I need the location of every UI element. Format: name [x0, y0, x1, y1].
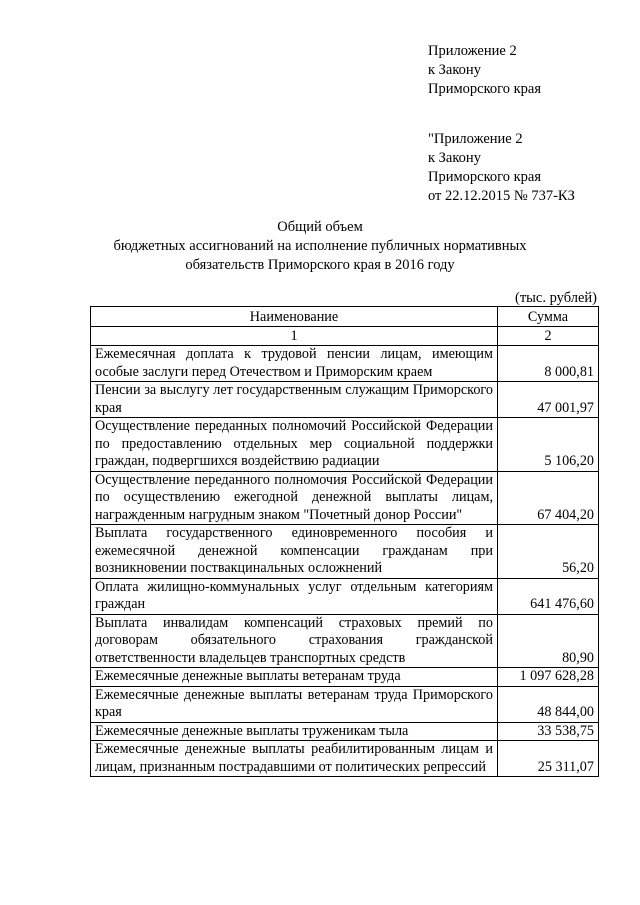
- row-name: Пенсии за выслугу лет государственным служащим Приморского края: [91, 382, 498, 418]
- table-row: [91, 686, 599, 722]
- table-row: [91, 471, 599, 525]
- row-name: Выплата государственного единовременного пособия и ежемесячной денежной компенсации гражданам при возникновении поствакцинальных осложнений: [91, 525, 498, 579]
- column-header-sum: Сумма: [498, 307, 599, 327]
- table-row: [91, 614, 599, 668]
- table-row: [91, 525, 599, 579]
- column-number: 1: [91, 327, 498, 346]
- row-name: Осуществление переданного полномочия Российской Федерации по осуществлению ежегодной денежной выплаты лицам, награжденным нагрудным знаком "Почетный донор России": [91, 471, 498, 525]
- row-sum: 80,90: [498, 614, 599, 668]
- table-row: [91, 741, 599, 777]
- table-row: [91, 382, 599, 418]
- row-sum: 25 311,07: [498, 741, 599, 777]
- row-sum: 67 404,20: [498, 471, 599, 525]
- table-row: [91, 722, 599, 741]
- row-name: Ежемесячная доплата к трудовой пенсии лицам, имеющим особые заслуги перед Отечеством и Приморским краем: [91, 346, 498, 382]
- title-line: Общий объем: [277, 219, 363, 235]
- title-line: обязательств Приморского края в 2016 году: [185, 257, 455, 273]
- appendix-line: от 22.12.2015 № 737-КЗ: [428, 188, 575, 204]
- allocations-table: [90, 306, 599, 777]
- appendix-line: Приморского края: [428, 81, 542, 97]
- units-label: (тыс. рублей): [515, 290, 597, 306]
- row-name: Выплата инвалидам компенсаций страховых премий по договорам обязательного страхования гражданской ответственности владельцев транспортных средств: [91, 614, 498, 668]
- row-sum: 1 097 628,28: [498, 668, 599, 687]
- row-name: Ежемесячные денежные выплаты ветеранам труда Приморского края: [91, 686, 498, 722]
- row-sum: 5 106,20: [498, 418, 599, 472]
- table-row: [91, 578, 599, 614]
- title-line: бюджетных ассигнований на исполнение публичных нормативных: [113, 238, 527, 254]
- table-row: [91, 668, 599, 687]
- row-sum: 8 000,81: [498, 346, 599, 382]
- column-header-name: Наименование: [91, 307, 498, 327]
- row-sum: 56,20: [498, 525, 599, 579]
- appendix-header: [428, 42, 541, 99]
- row-name: Ежемесячные денежные выплаты реабилитированным лицам и лицам, признанным пострадавшими от политических репрессий: [91, 741, 498, 777]
- column-number-row: [91, 327, 599, 346]
- appendix-line: к Закону: [428, 150, 481, 166]
- table-row: [91, 418, 599, 472]
- row-name: Ежемесячные денежные выплаты ветеранам труда: [91, 668, 498, 687]
- row-sum: 33 538,75: [498, 722, 599, 741]
- row-sum: 48 844,00: [498, 686, 599, 722]
- appendix-line: к Закону: [428, 62, 481, 78]
- quoted-appendix-header: [428, 130, 575, 206]
- row-name: Оплата жилищно-коммунальных услуг отдельным категориям граждан: [91, 578, 498, 614]
- header-row: [91, 307, 599, 327]
- table-row: [91, 346, 599, 382]
- row-name: Ежемесячные денежные выплаты труженикам тыла: [91, 722, 498, 741]
- document-title: [0, 218, 640, 275]
- row-name: Осуществление переданных полномочий Российской Федерации по предоставлению отдельных мер социальной поддержки граждан, подвергшихся воздействию радиации: [91, 418, 498, 472]
- appendix-line: "Приложение 2: [428, 131, 523, 147]
- column-number: 2: [498, 327, 599, 346]
- row-sum: 47 001,97: [498, 382, 599, 418]
- appendix-line: Приморского края: [428, 169, 542, 185]
- appendix-line: Приложение 2: [428, 43, 517, 59]
- row-sum: 641 476,60: [498, 578, 599, 614]
